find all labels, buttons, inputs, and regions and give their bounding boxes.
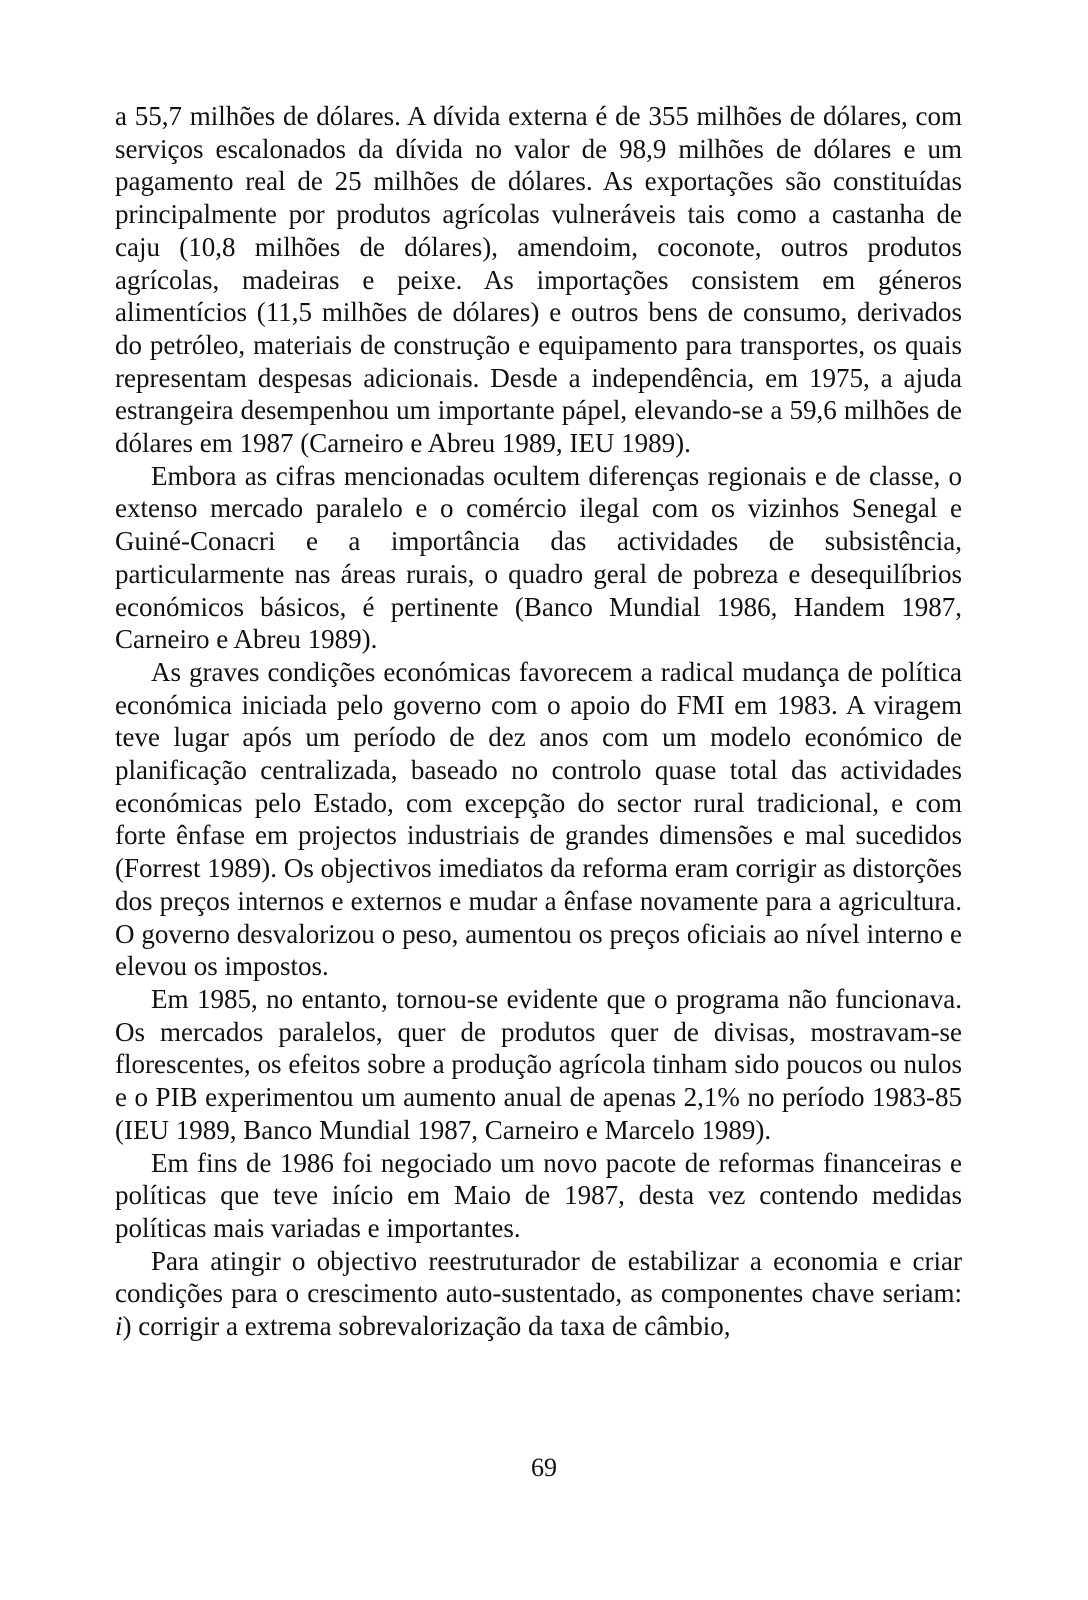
paragraph-6-text-b: ) corrigir a extrema sobrevalorização da taxa de câmbio, — [122, 1311, 731, 1342]
paragraph-1: a 55,7 milhões de dólares. A dívida externa é de 355 milhões de dólares, com serviços escalonados da dívida no valor de 98,9 milhões de dólares e um pagamento real de 25 milhões de dólares. As exportações são constituídas principalmente por produtos agrícolas vulneráveis tais como a castanha de caju (10,8 milhões de dólares), amendoim, coconote, outros produtos agrícolas, madeiras e peixe. As importações consistem em géneros alimentícios (11,5 milhões de dólares) e outros bens de consumo, derivados do petróleo, materiais de construção e equipamento para transportes, os quais representam despesas adicionais. Desde a independência, em 1975, a ajuda estrangeira desempenhou um importante pápel, elevando-se a 59,6 milhões de dólares em 1987 (Carneiro e Abreu 1989, IEU 1989). — [115, 101, 962, 459]
paragraph-3: As graves condições económicas favorecem a radical mudança de política económica iniciada pelo governo com o apoio do FMI em 1983. A viragem teve lugar após um período de dez anos com um modelo económico de planificação centralizada, baseado no controlo quase total das actividades económicas pelo Estado, com excepção do sector rural tradicional, e com forte ênfase em projectos industriais de grandes dimensões e mal sucedidos (Forrest 1989). Os objectivos imediatos da reforma eram corrigir as distorções dos preços internos e externos e mudar a ênfase novamente para a agricultura. O governo desvalorizou o peso, aumentou os preços oficiais ao nível interno e elevou os impostos. — [115, 656, 962, 982]
paragraph-5: Em fins de 1986 foi negociado um novo pacote de reformas financeiras e políticas que teve início em Maio de 1987, desta vez contendo medidas políticas mais variadas e importantes. — [115, 1147, 962, 1243]
page-number: 69 — [531, 1453, 557, 1482]
body-text — [115, 100, 962, 1343]
paragraph-2: Embora as cifras mencionadas ocultem diferenças regionais e de classe, o extenso mercado paralelo e o comércio ilegal com os vizinhos Senegal e Guiné-Conacri e a importância das actividades de subsistência, particularmente nas áreas rurais, o quadro geral de pobreza e desequilíbrios económicos básicos, é pertinente (Banco Mundial 1986, Handem 1987, Carneiro e Abreu 1989). — [115, 460, 962, 655]
list-marker-i: i — [115, 1311, 123, 1342]
paragraph-6-text-a: Para atingir o objectivo reestruturador de estabilizar a economia e criar condições para o crescimento auto-sustentado, as componentes chave seriam: — [115, 1245, 962, 1309]
paragraph-6 — [115, 1245, 962, 1343]
paragraph-4: Em 1985, no entanto, tornou-se evidente que o programa não funcionava. Os mercados paralelos, quer de produtos quer de divisas, mostravam-se florescentes, os efeitos sobre a produção agrícola tinham sido poucos ou nulos e o PIB experimentou um aumento anual de apenas 2,1% no período 1983-85 (IEU 1989, Banco Mundial 1987, Carneiro e Marcelo 1989). — [115, 983, 962, 1145]
